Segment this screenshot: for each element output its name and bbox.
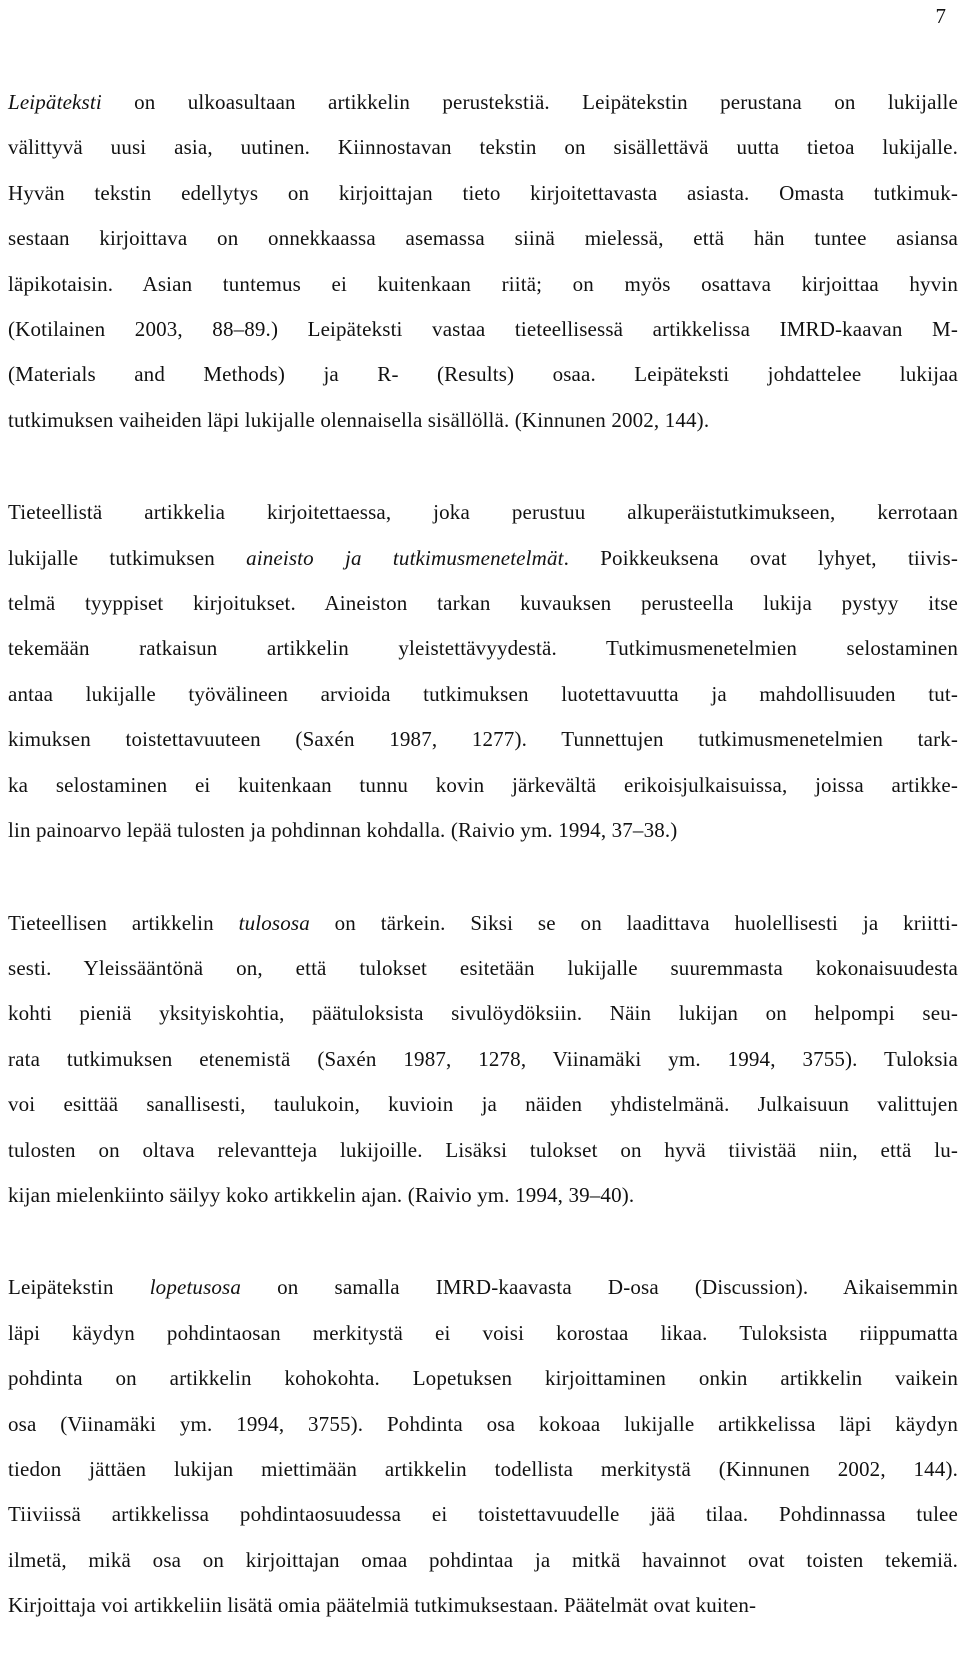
text-run: on ulkoasultaan artikkelin perustekstiä. Leipätekstin perustana on lukijalle xyxy=(101,90,958,114)
text-run: . Poikkeuksena ovat lyhyet, tiivis- xyxy=(563,545,958,570)
text-run: on samalla IMRD-kaavasta D-osa (Discussion). Aikaisemmin xyxy=(241,1275,958,1300)
paragraph-gap xyxy=(8,443,958,490)
text-line xyxy=(8,1265,958,1310)
italic-term: Leipäteksti xyxy=(8,90,102,114)
text-line xyxy=(8,1082,958,1127)
text-line xyxy=(8,536,958,581)
text-run: ilmetä, mikä osa on kirjoittajan omaa pohdintaa ja mitkä havainnot ovat toisten tekemiä. xyxy=(8,1547,958,1572)
italic-term: aineisto ja tutkimusmenetelmät xyxy=(246,545,564,570)
text-run: sestaan kirjoittava on onnekkaassa asemassa siinä mielessä, että hän tuntee asiansa xyxy=(8,226,958,251)
text-run: Leipätekstin xyxy=(8,1275,150,1300)
text-line xyxy=(8,1402,958,1447)
text-run: tiedon jättäen lukijan miettimään artikkelin todellista merkitystä (Kinnunen 2002, 144). xyxy=(8,1456,958,1481)
paragraph xyxy=(8,490,958,853)
text-run: sesti. Yleissääntönä on, että tulokset esitetään lukijalle suuremmasta kokonaisuudesta xyxy=(8,955,958,980)
text-run: tekemään ratkaisun artikkelin yleistettävyydestä. Tutkimusmenetelmien selostaminen xyxy=(8,636,958,661)
text-run: antaa lukijalle työvälineen arvioida tutkimuksen luotettavuutta ja mahdollisuuden tut- xyxy=(8,681,958,706)
text-line xyxy=(8,398,958,443)
text-line xyxy=(8,1311,958,1356)
paragraph-gap xyxy=(8,854,958,901)
text-line xyxy=(8,581,958,626)
text-line xyxy=(8,1037,958,1082)
text-run: ka selostaminen ei kuitenkaan tunnu kovin järkevältä erikoisjulkaisuissa, joissa artikke- xyxy=(8,772,958,797)
text-line xyxy=(8,216,958,261)
text-run: Kirjoittaja voi artikkeliin lisätä omia päätelmiä tutkimuksestaan. Päätelmät ovat kuiten- xyxy=(8,1593,757,1618)
text-line xyxy=(8,672,958,717)
text-line xyxy=(8,490,958,535)
text-line xyxy=(8,717,958,762)
text-line xyxy=(8,808,958,853)
text-run: kijan mielenkiinto säilyy koko artikkelin ajan. (Raivio ym. 1994, 39–40). xyxy=(8,1182,635,1207)
paragraph xyxy=(8,1265,958,1628)
text-run: osa (Viinamäki ym. 1994, 3755). Pohdinta osa kokoaa lukijalle artikkelissa läpi käydyn xyxy=(8,1411,958,1436)
document-body xyxy=(8,80,958,1629)
text-run: läpikotaisin. Asian tuntemus ei kuitenkaan riitä; on myös osattava kirjoittaa hyvin xyxy=(8,271,958,296)
text-line xyxy=(8,80,958,125)
text-line xyxy=(8,171,958,216)
text-run: Hyvän tekstin edellytys on kirjoittajan tieto kirjoitettavasta asiasta. Omasta tutkimuk- xyxy=(8,180,958,205)
paragraph xyxy=(8,901,958,1219)
text-run: lin painoarvo lepää tulosten ja pohdinnan kohdalla. (Raivio ym. 1994, 37–38.) xyxy=(8,818,678,843)
text-run: Tieteellisen artikkelin xyxy=(8,910,239,935)
text-line xyxy=(8,1356,958,1401)
text-run: kimuksen toistettavuuteen (Saxén 1987, 1277). Tunnettujen tutkimusmenetelmien tark- xyxy=(8,727,958,752)
text-line xyxy=(8,1492,958,1537)
text-run: Tieteellistä artikkelia kirjoitettaessa, joka perustuu alkuperäistutkimukseen, kerrotaan xyxy=(8,500,958,525)
text-line xyxy=(8,125,958,170)
text-run: Tiiviissä artikkelissa pohdintaosuudessa ei toistettavuudelle jää tilaa. Pohdinnassa tulee xyxy=(8,1502,958,1527)
text-line xyxy=(8,763,958,808)
text-line xyxy=(8,901,958,946)
page-number: 7 xyxy=(935,4,946,28)
text-run: läpi käydyn pohdintaosan merkitystä ei voisi korostaa likaa. Tuloksista riippumatta xyxy=(8,1320,958,1345)
text-line xyxy=(8,352,958,397)
text-line xyxy=(8,1447,958,1492)
text-run: lukijalle tutkimuksen xyxy=(8,545,247,570)
text-run: välittyvä uusi asia, uutinen. Kiinnostavan tekstin on sisällettävä uutta tietoa lukijalle. xyxy=(8,135,958,160)
text-line xyxy=(8,262,958,307)
text-line xyxy=(8,1173,958,1218)
text-run: tutkimuksen vaiheiden läpi lukijalle olennaisella sisällöllä. (Kinnunen 2002, 144). xyxy=(8,407,710,432)
italic-term: lopetusosa xyxy=(149,1275,242,1300)
text-run: voi esittää sanallisesti, taulukoin, kuvioin ja näiden yhdistelmänä. Julkaisuun valittujen xyxy=(8,1092,958,1117)
text-line xyxy=(8,1128,958,1173)
text-line xyxy=(8,1583,958,1628)
text-line xyxy=(8,1538,958,1583)
text-run: (Kotilainen 2003, 88–89.) Leipäteksti vastaa tieteellisessä artikkelissa IMRD-kaavan M- xyxy=(8,317,958,342)
text-run: kohti pieniä yksityiskohtia, päätuloksista sivulöydöksiin. Näin lukijan on helpompi seu- xyxy=(8,1001,958,1026)
text-run: on tärkein. Siksi se on laadittava huolellisesti ja kriitti- xyxy=(309,910,958,935)
text-line xyxy=(8,307,958,352)
italic-term: tulososa xyxy=(238,910,310,935)
text-line xyxy=(8,991,958,1036)
paragraph-gap xyxy=(8,1218,958,1265)
text-run: tulosten on oltava relevantteja lukijoille. Lisäksi tulokset on hyvä tiivistää niin, että lu- xyxy=(8,1137,958,1162)
text-run: rata tutkimuksen etenemistä (Saxén 1987, 1278, Viinamäki ym. 1994, 3755). Tuloksia xyxy=(8,1046,958,1071)
paragraph xyxy=(8,80,958,443)
text-run: telmä tyyppiset kirjoitukset. Aineiston tarkan kuvauksen perusteella lukija pystyy itse xyxy=(8,591,958,616)
text-line xyxy=(8,626,958,671)
text-run: pohdinta on artikkelin kohokohta. Lopetuksen kirjoittaminen onkin artikkelin vaikein xyxy=(8,1366,958,1391)
text-run: (Materials and Methods) ja R- (Results) osaa. Leipäteksti johdattelee lukijaa xyxy=(8,362,958,387)
text-line xyxy=(8,946,958,991)
